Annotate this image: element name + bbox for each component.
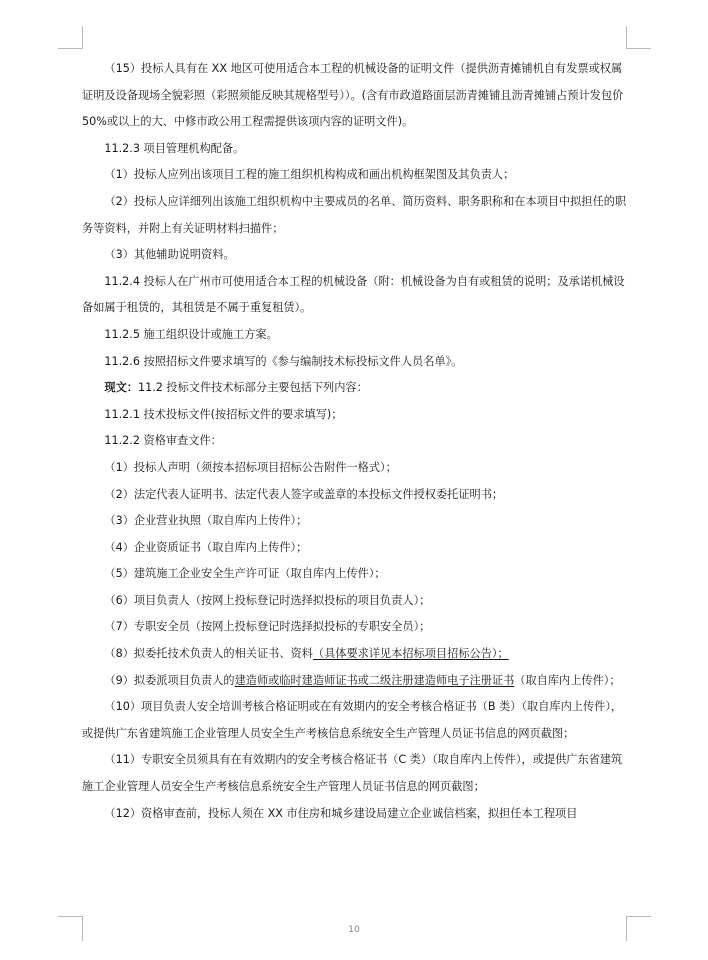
- paragraph-qual-8: （8）拟委托技术负责人的相关证书、资料（具体要求详见本招标项目招标公告）；: [104, 647, 509, 661]
- paragraph-11-2-2: 11.2.2 资格审查文件：: [104, 434, 222, 448]
- paragraph-item-2: （2）投标人应详细列出该施工组织机构中主要成员的名单、简历资料、职务职称和在本项目中拟担任的职务等资料，并附上有关证明材料扫描件；: [82, 194, 627, 235]
- underlined-text: 建造师或临时建造师证书或二级注册建造师电子注册证书: [234, 673, 515, 687]
- paragraph-11-2-3: 11.2.3 项目管理机构配备。: [104, 141, 245, 155]
- paragraph-qual-10: （10）项目负责人安全培训考核合格证明或在有效期内的安全考核合格证书（B 类）（取自库内上传件），或提供广东省建筑施工企业管理人员安全生产考核信息系统安全生产管理人员证书信息的网页截图；: [82, 700, 623, 740]
- paragraph-item-3: （3）其他辅助说明资料。: [104, 248, 235, 262]
- paragraph-current-text-11-2: 现文：11.2 投标文件技术标部分主要包括下列内容：: [104, 381, 368, 395]
- paragraph-qual-4: （4）企业资质证书（取自库内上传件）；: [104, 540, 308, 554]
- crop-mark-top-left: [58, 26, 83, 49]
- paragraph-qual-6: （6）项目负责人（按网上投标登记时选择拟投标的项目负责人）；: [104, 593, 431, 607]
- paragraph-11-2-1: 11.2.1 技术投标文件(按招标文件的要求填写)；: [104, 407, 343, 421]
- paragraph-qual-12: （12）资格审查前，投标人须在 XX 市住房和城乡建设局建立企业诚信档案，拟担任本工程项目: [104, 806, 578, 820]
- paragraph-qual-11: （11）专职安全员须具有在有效期内的安全考核合格证书（C 类）（取自库内上传件），或提供广东省建筑施工企业管理人员安全生产考核信息系统安全生产管理人员证书信息的网页截图；: [82, 753, 623, 794]
- paragraph-item-1: （1）投标人应列出该项目工程的施工组织机构构成和画出机构框架图及其负责人；: [104, 168, 515, 182]
- paragraph-qual-2: （2）法定代表人证明书、法定代表人签字或盖章的本投标文件授权委托证明书；: [104, 487, 504, 501]
- underlined-text: （具体要求详见本招标项目招标公告）；: [312, 647, 509, 661]
- page-number: 10: [348, 925, 360, 935]
- paragraph-qual-5: （5）建筑施工企业安全生产许可证（取自库内上传件）；: [104, 567, 386, 581]
- crop-mark-top-right: [626, 26, 651, 49]
- current-text-label: 现文：: [104, 381, 138, 395]
- document-body: [82, 56, 628, 827]
- paragraph-item-15: （15）投标人具有在 XX 地区可使用适合本工程的机械设备的证明文件（提供沥青摊铺机自有发票或权属证明及设备现场全貌彩照（彩照须能反映其规格型号））。(含有市政道路面层沥青摊铺且沥青摊铺占预计发包价 50%或以上的大、中修市政公用工程需提供该项内容的证明文件)。: [82, 62, 624, 129]
- paragraph-qual-7: （7）专职安全员（按网上投标登记时选择拟投标的专职安全员）；: [104, 620, 431, 634]
- paragraph-qual-3: （3）企业营业执照（取自库内上传件）；: [104, 514, 308, 528]
- paragraph-qual-9: （9）拟委派项目负责人的建造师或临时建造师证书或二级注册建造师电子注册证书（取自库内上传件）；: [104, 673, 621, 687]
- paragraph-11-2-4: 11.2.4 投标人在广州市可使用适合本工程的机械设备（附：机械设备为自有或租赁的说明；及承诺机械设备如属于租赁的，其租赁是不属于重复租赁）。: [82, 274, 625, 315]
- paragraph-11-2-6: 11.2.6 按照招标文件要求填写的《参与编制技术标投标文件人员名单》。: [104, 354, 463, 368]
- paragraph-qual-1: （1）投标人声明（须按本招标项目招标公告附件一格式）；: [104, 460, 397, 474]
- paragraph-11-2-5: 11.2.5 施工组织设计或施工方案。: [104, 327, 278, 341]
